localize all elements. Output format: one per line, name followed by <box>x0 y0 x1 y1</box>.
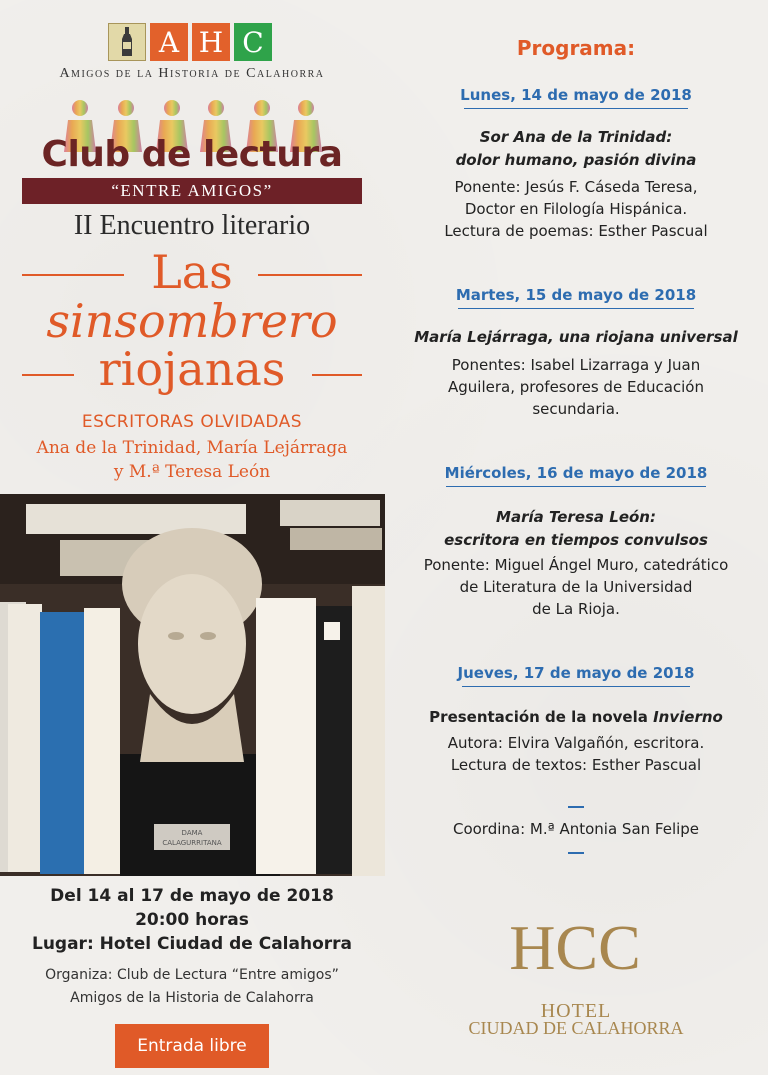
authors-line-2: y M.ª Teresa León <box>113 462 271 482</box>
ahc-subtitle: Amigos de la Historia de Calahorra <box>59 66 325 81</box>
talk-title-1b: dolor humano, pasión divina <box>455 151 697 169</box>
club-band: “ENTRE AMIGOS” <box>22 178 362 204</box>
event-place: Lugar: Hotel Ciudad de Calahorra <box>31 934 352 954</box>
organizer-line-1: Organiza: Club de Lectura “Entre amigos” <box>45 967 339 983</box>
plaque-line-2: CALAGURRITANA <box>162 839 222 847</box>
ahc-letter-a: A <box>150 23 188 61</box>
event-dates: Del 14 al 17 de mayo de 2018 <box>50 886 334 906</box>
event-time: 20:00 horas <box>135 910 249 930</box>
hotel-name-line-1: HOTEL <box>540 1000 612 1022</box>
talk-info-4b: Lectura de textos: Esther Pascual <box>450 756 702 774</box>
talk-info-1a: Ponente: Jesús F. Cáseda Teresa, <box>454 178 698 196</box>
talk-info-1b: Doctor en Filología Hispánica. <box>464 200 688 218</box>
hotel-monogram: HCC <box>509 912 641 983</box>
day-jueves: Jueves, 17 de mayo de 2018 <box>457 664 695 682</box>
day-underline <box>464 108 688 109</box>
ahc-logo <box>108 22 272 62</box>
title-line-sinsombrero: sinsombrero <box>46 294 338 348</box>
bookshelf-bust-photo <box>0 494 385 876</box>
day-underline <box>458 308 694 309</box>
talk-info-2c: secundaria. <box>532 400 620 418</box>
talk-info-1c: Lectura de poemas: Esther Pascual <box>444 222 708 240</box>
plaque-line-1: DAMA <box>181 829 203 837</box>
programa-title: Programa: <box>516 36 636 60</box>
title-line-las: Las <box>151 245 233 299</box>
talk-info-3b: de Literatura de la Universidad <box>459 578 693 596</box>
talk-info-3a: Ponente: Miguel Ángel Muro, catedrático <box>423 556 729 574</box>
coordina-line: Coordina: M.ª Antonia San Felipe <box>452 820 700 838</box>
talk-title-4 <box>384 708 768 726</box>
talk-info-3c: de La Rioja. <box>532 600 620 618</box>
talk-title-4-prefix: Presentación de la novela <box>429 708 654 726</box>
day-martes: Martes, 15 de mayo de 2018 <box>455 286 697 304</box>
entrada-libre-badge: Entrada libre <box>115 1024 269 1068</box>
talk-info-2a: Ponentes: Isabel Lizarraga y Juan <box>451 356 701 374</box>
talk-title-2: María Lejárraga, una riojana universal <box>414 328 738 346</box>
talk-title-4-novel: Invierno <box>653 708 723 726</box>
day-underline <box>446 486 706 487</box>
ahc-letter-c: C <box>234 23 272 61</box>
escritoras-olvidadas: ESCRITORAS OLVIDADAS <box>81 412 303 432</box>
hotel-name-line-2: CIUDAD DE CALAHORRA <box>468 1018 684 1038</box>
talk-title-3b: escritora en tiempos convulsos <box>444 531 708 549</box>
authors-line-1: Ana de la Trinidad, María Lejárraga <box>36 438 348 458</box>
day-miercoles: Miércoles, 16 de mayo de 2018 <box>444 464 708 482</box>
talk-title-1a: Sor Ana de la Trinidad: <box>479 128 673 146</box>
talk-info-2b: Aguilera, profesores de Educación <box>448 378 704 396</box>
talk-info-4a: Autora: Elvira Valgañón, escritora. <box>447 734 705 752</box>
day-lunes: Lunes, 14 de mayo de 2018 <box>460 86 692 104</box>
bottle-icon <box>108 23 146 61</box>
separator-dash-bottom <box>568 852 584 854</box>
talk-title-3a: María Teresa León: <box>496 508 656 526</box>
club-title: Club de lectura <box>41 134 343 175</box>
title-line-riojanas: riojanas <box>98 342 286 396</box>
separator-dash-top <box>568 806 584 808</box>
encuentro-heading: II Encuentro literario <box>73 210 311 241</box>
ahc-letter-h: H <box>192 23 230 61</box>
organizer-line-2: Amigos de la Historia de Calahorra <box>70 990 314 1006</box>
day-underline <box>462 686 690 687</box>
